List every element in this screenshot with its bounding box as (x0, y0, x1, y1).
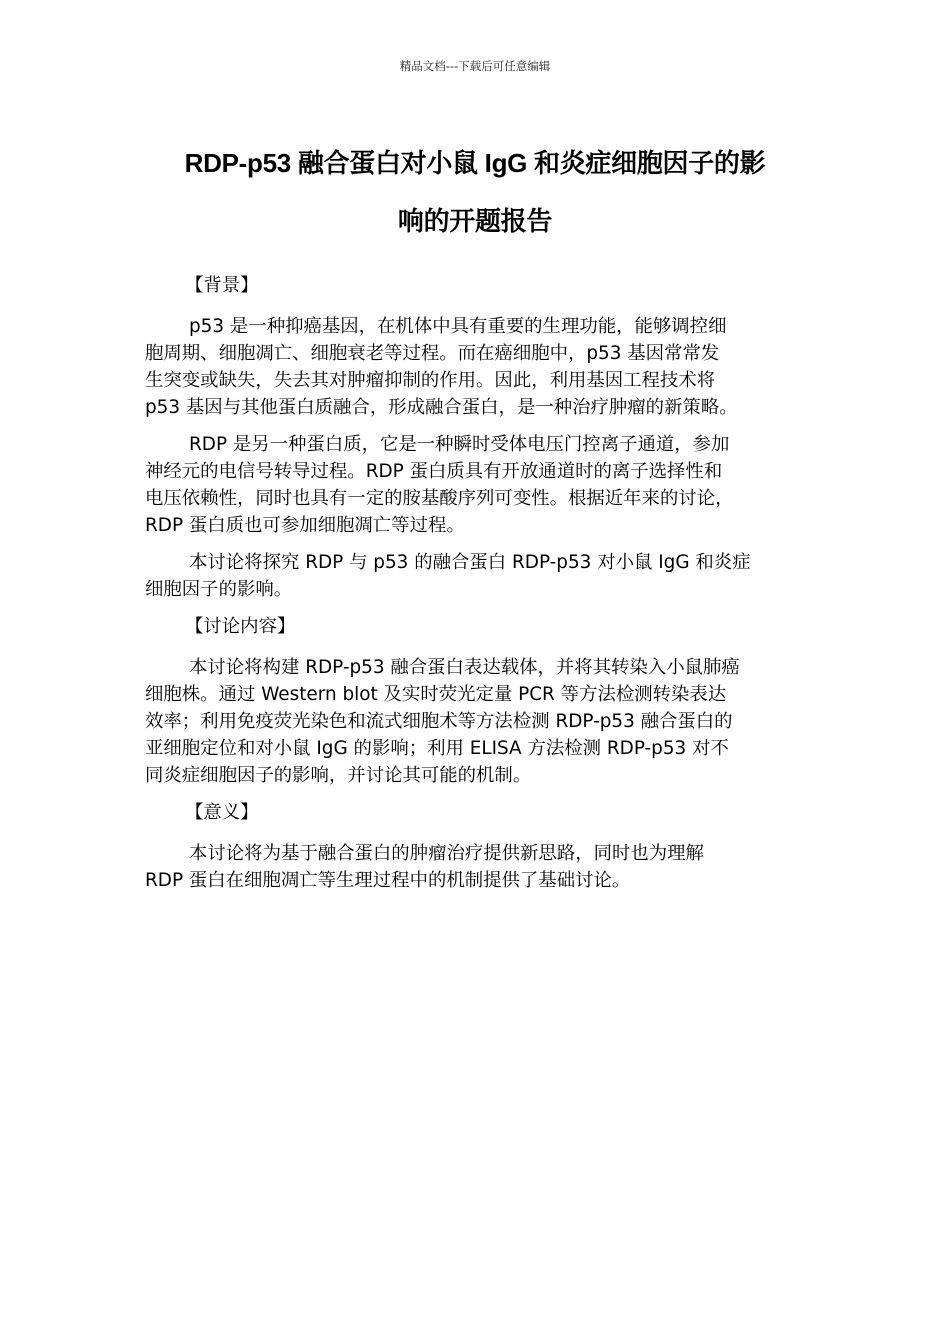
title-line-2: 响的开题报告 (397, 206, 553, 236)
paragraph-line: 胞周期、细胞凋亡、细胞衰老等过程。而在癌细胞中，p53 基因常常发 (145, 343, 720, 364)
paragraph-line: RDP 蛋白质也可参加细胞凋亡等过程。 (145, 515, 465, 536)
paragraph-study-aim (145, 549, 807, 603)
section-heading-background: 【背景】 (185, 275, 259, 296)
paragraph-line: p53 基因与其他蛋白质融合，形成融合蛋白，是一种治疗肿瘤的新策略。 (145, 397, 738, 418)
header-note: 精品文档---下载后可任意编辑 (399, 59, 551, 73)
paragraph-line: 电压依赖性，同时也具有一定的胺基酸序列可变性。根据近年来的讨论， (145, 488, 734, 509)
paragraph-significance (145, 840, 807, 894)
paragraph-line: 本讨论将探究 RDP 与 p53 的融合蛋白 RDP-p53 对小鼠 IgG 和炎症 (189, 552, 751, 573)
paragraph-p53-intro (145, 313, 807, 421)
section-heading-significance: 【意义】 (185, 802, 259, 823)
paragraph-line: 神经元的电信号转导过程。RDP 蛋白质具有开放通道时的离子选择性和 (145, 461, 723, 482)
document-body (145, 272, 807, 904)
title-line-1: RDP-p53 融合蛋白对小鼠 IgG 和炎症细胞因子的影 (184, 148, 766, 178)
paragraph-line: 细胞株。通过 Western blot 及实时荧光定量 PCR 等方法检测转染表达 (145, 684, 727, 705)
paragraph-line: 细胞因子的影响。 (145, 579, 293, 600)
paragraph-line: 同炎症细胞因子的影响，并讨论其可能的机制。 (145, 765, 532, 786)
paragraph-line: 效率；利用免疫荧光染色和流式细胞术等方法检测 RDP-p53 融合蛋白的 (145, 711, 733, 732)
paragraph-methods (145, 654, 807, 789)
paragraph-line: p53 是一种抑癌基因，在机体中具有重要的生理功能，能够调控细 (189, 316, 727, 337)
paragraph-line: 本讨论将构建 RDP-p53 融合蛋白表达载体，并将其转染入小鼠肺癌 (189, 657, 740, 678)
document-title (145, 134, 805, 250)
paragraph-line: RDP 是另一种蛋白质，它是一种瞬时受体电压门控离子通道，参加 (189, 434, 730, 455)
paragraph-line: 生突变或缺失，失去其对肿瘤抑制的作用。因此，利用基因工程技术将 (145, 370, 716, 391)
section-heading-content: 【讨论内容】 (185, 616, 296, 637)
paragraph-line: 本讨论将为基于融合蛋白的肿瘤治疗提供新思路，同时也为理解 (189, 843, 704, 864)
paragraph-rdp-intro (145, 431, 807, 539)
paragraph-line: 亚细胞定位和对小鼠 IgG 的影响；利用 ELISA 方法检测 RDP-p53 对不 (145, 738, 729, 759)
paragraph-line: RDP 蛋白在细胞凋亡等生理过程中的机制提供了基础讨论。 (145, 870, 631, 891)
